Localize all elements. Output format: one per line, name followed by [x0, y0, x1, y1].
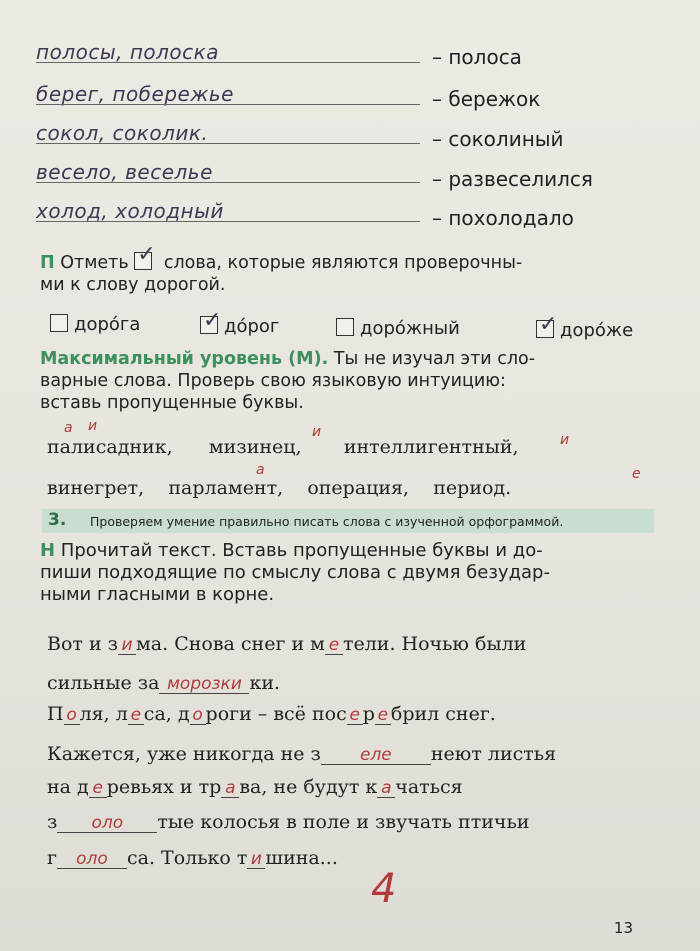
text: шина...	[265, 847, 338, 869]
option-label: дорóже	[560, 320, 634, 341]
vocab-word: интеллигентный,	[343, 436, 519, 458]
vocab-word: мизинец,	[208, 436, 302, 458]
vocab-word: период.	[433, 477, 512, 499]
fill-gap[interactable]: оло	[57, 814, 157, 833]
max-level-heading: Максимальный уровень (М).	[40, 349, 329, 369]
correction-mark: а	[256, 462, 265, 478]
text: неют листья	[430, 743, 557, 765]
story-line-6	[47, 811, 647, 833]
exercise-p-instruction	[40, 242, 670, 296]
instruction-text: Отметь	[60, 253, 129, 273]
fill-gap[interactable]: а	[377, 779, 395, 798]
instruction-text: слова, которые являются проверочны-	[163, 253, 523, 273]
text: ки.	[249, 672, 281, 694]
correction-mark: и	[560, 432, 570, 448]
correction-mark: и	[88, 418, 98, 434]
answer-line-4	[36, 182, 420, 183]
option-3[interactable]	[336, 318, 460, 339]
check-icon: ✓	[539, 312, 558, 337]
option-label: дóрог	[224, 316, 280, 337]
fill-gap[interactable]: о	[190, 706, 206, 725]
handwritten-answer-4: весело, веселье	[36, 160, 213, 184]
fill-gap[interactable]: а	[221, 779, 239, 798]
text: Кажется, уже никогда не з	[47, 743, 321, 765]
instruction-text: ными гласными в корне.	[40, 584, 275, 605]
text: ва, не будут к	[239, 776, 378, 798]
text: са. Только т	[126, 847, 248, 869]
vocab-words-line-1	[47, 436, 647, 458]
story-line-5	[47, 776, 647, 798]
text: тые колосья в поле и звучать птичьи	[157, 811, 530, 833]
printed-word-1: – полоса	[432, 45, 522, 69]
checkbox-empty[interactable]	[336, 318, 354, 336]
answer-line-1	[36, 62, 420, 63]
printed-word-4: – развеселился	[432, 167, 593, 191]
correction-mark: а	[64, 420, 73, 436]
fill-gap[interactable]: е	[128, 706, 144, 725]
answer-line-5	[36, 221, 420, 222]
correction-mark: и	[312, 424, 322, 440]
vocab-word: парламент,	[168, 477, 284, 499]
text: ревьях и тр	[106, 776, 222, 798]
text: г	[47, 847, 57, 869]
text: ля, л	[79, 703, 128, 725]
exercise-n-instruction	[40, 540, 670, 606]
option-4[interactable]	[536, 312, 634, 341]
fill-gap[interactable]: еле	[321, 746, 431, 765]
text: брил снег.	[390, 703, 496, 725]
correction-mark: е	[632, 466, 641, 482]
checkbox-checked[interactable]	[200, 308, 222, 334]
exercise-marker-n: Н	[40, 540, 56, 561]
fill-gap[interactable]: морозки	[159, 675, 249, 694]
fill-gap[interactable]: е	[89, 779, 107, 798]
instruction-text: пиши подходящие по смыслу слова с двумя безудар-	[40, 562, 550, 583]
vocab-word: палисадник,	[47, 436, 173, 458]
fill-gap[interactable]: е	[375, 706, 391, 725]
text: р	[362, 703, 375, 725]
handwritten-answer-3: сокол, соколик.	[36, 121, 209, 145]
text: са, д	[143, 703, 190, 725]
fill-gap[interactable]: и	[118, 636, 136, 655]
vocab-word: операция,	[307, 477, 410, 499]
vocab-word: винегрет,	[47, 477, 145, 499]
story-line-7	[47, 847, 647, 869]
text: сильные за	[47, 672, 160, 694]
checkbox-empty[interactable]	[50, 314, 68, 332]
answer-line-3	[36, 143, 420, 144]
text: ма. Снова снег и м	[136, 633, 325, 655]
story-line-4	[47, 743, 647, 765]
max-level-text: Ты не изучал эти сло-	[328, 349, 536, 369]
text: тели. Ночью были	[342, 633, 527, 655]
fill-gap[interactable]: е	[347, 706, 363, 725]
fill-gap[interactable]: е	[325, 636, 343, 655]
option-1[interactable]	[50, 314, 140, 335]
text: Вот и з	[47, 633, 119, 655]
page-number: 13	[613, 919, 633, 937]
check-icon: ✓	[137, 242, 156, 267]
handwritten-answer-2: берег, побережье	[36, 82, 234, 106]
story-line-2	[47, 672, 647, 694]
max-level-section	[40, 348, 670, 414]
text: на д	[47, 776, 89, 798]
exercise-marker-p: П	[40, 253, 55, 273]
teacher-grade: 4	[371, 866, 397, 912]
task-number: 3.	[48, 510, 67, 530]
printed-word-2: – бережок	[432, 87, 541, 111]
checkbox-checked[interactable]	[536, 312, 558, 338]
option-label: дорóжный	[360, 318, 460, 339]
printed-word-3: – соколиный	[432, 127, 564, 151]
text: чаться	[395, 776, 463, 798]
task-title: Проверяем умение правильно писать слова с изученной орфограммой.	[90, 514, 564, 529]
story-line-1	[47, 633, 647, 655]
handwritten-answer-5: холод, холодный	[36, 199, 224, 223]
story-line-3	[47, 703, 647, 725]
task-3-banner	[42, 509, 654, 533]
text: роги – всё пос	[205, 703, 347, 725]
check-icon: ✓	[203, 308, 222, 333]
fill-gap[interactable]: и	[247, 850, 265, 869]
handwritten-answer-1: полосы, полоска	[36, 40, 219, 64]
option-label: дорóга	[74, 314, 141, 335]
instruction-text: Прочитай текст. Вставь пропущенные буквы и до-	[55, 540, 543, 561]
option-2[interactable]	[200, 308, 280, 337]
text: з	[47, 811, 58, 833]
max-level-text: варные слова. Проверь свою языковую интуицию:	[40, 371, 506, 391]
text: П	[47, 703, 64, 725]
fill-gap[interactable]: оло	[57, 850, 127, 869]
answer-line-2	[36, 104, 420, 105]
sample-checkbox	[134, 242, 156, 270]
instruction-text: ми к слову дорогой.	[40, 275, 226, 295]
printed-word-5: – похолодало	[432, 206, 574, 230]
vocab-words-line-2	[47, 477, 647, 499]
fill-gap[interactable]: о	[64, 706, 80, 725]
max-level-text: вставь пропущенные буквы.	[40, 393, 304, 413]
